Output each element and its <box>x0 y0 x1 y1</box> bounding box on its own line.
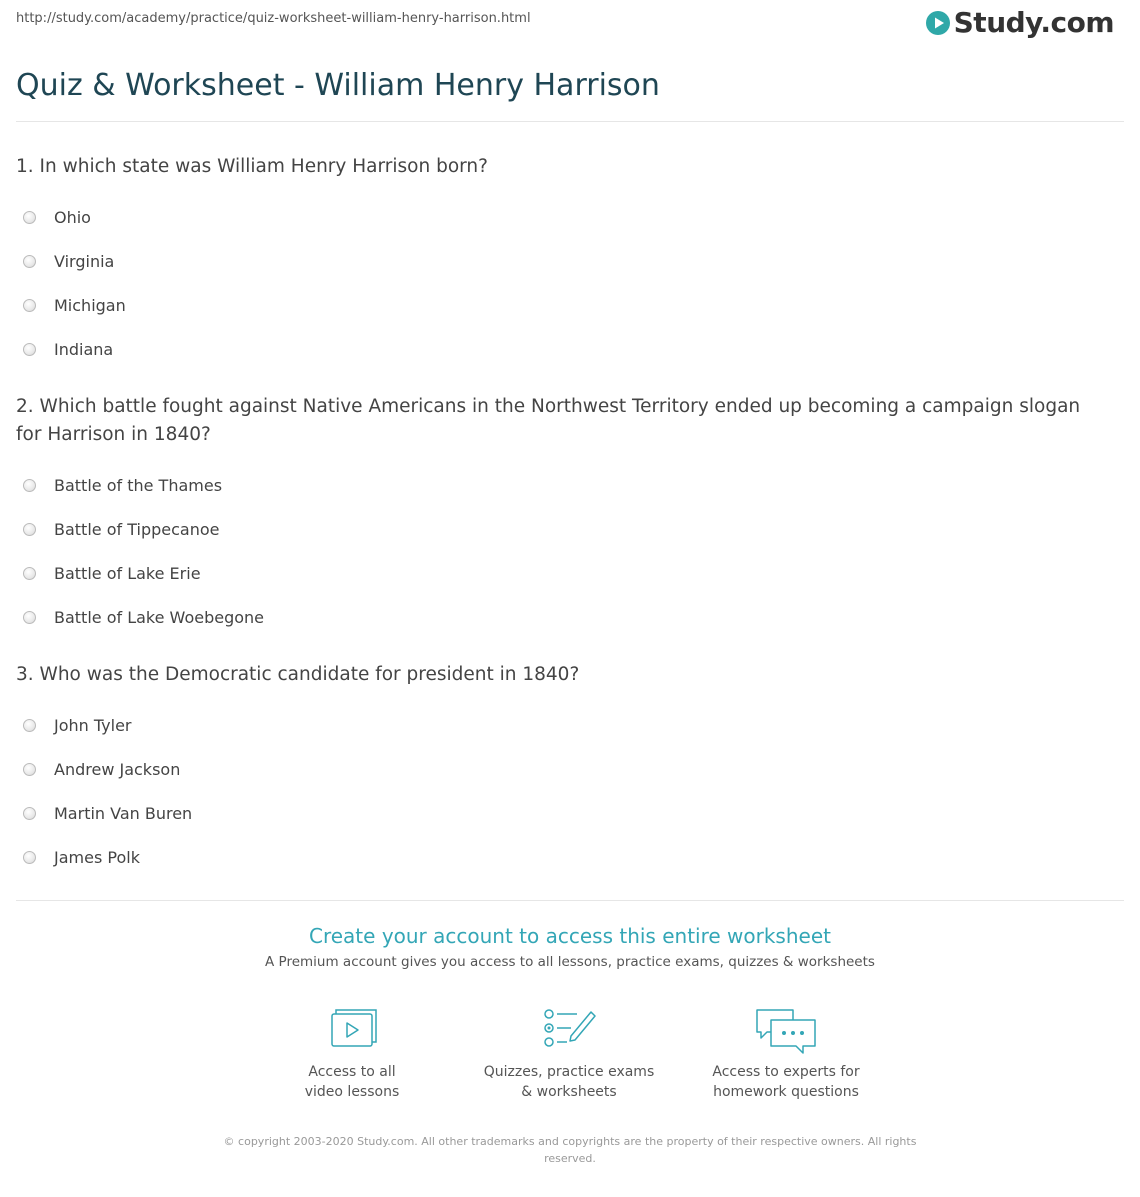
radio-button[interactable] <box>23 763 36 776</box>
answer-option[interactable] <box>16 507 1106 551</box>
feature-line: Quizzes, practice exams <box>483 1064 655 1080</box>
radio-button[interactable] <box>23 343 36 356</box>
radio-button[interactable] <box>23 255 36 268</box>
study-logo[interactable] <box>926 6 1114 39</box>
answer-option[interactable] <box>16 703 1106 747</box>
radio-button[interactable] <box>23 851 36 864</box>
answer-label: John Tyler <box>54 715 132 735</box>
title-divider <box>16 121 1124 122</box>
answer-option[interactable] <box>16 835 1106 879</box>
answer-option[interactable] <box>16 791 1106 835</box>
video-lessons-icon <box>324 1006 380 1052</box>
radio-button[interactable] <box>23 807 36 820</box>
answer-option[interactable] <box>16 595 1106 639</box>
answer-label: Virginia <box>54 251 115 271</box>
answer-option[interactable] <box>16 283 1106 327</box>
page-url: http://study.com/academy/practice/quiz-worksheet-william-henry-harrison.html <box>16 11 531 26</box>
feature-quizzes <box>469 1006 669 1102</box>
answer-label: Indiana <box>54 339 114 359</box>
answer-label: Michigan <box>54 295 126 315</box>
feature-line: Access to all <box>308 1064 396 1080</box>
feature-experts <box>686 1006 886 1102</box>
answer-option[interactable] <box>16 463 1106 507</box>
question-2 <box>16 393 1106 639</box>
cta-subtitle: A Premium account gives you access to all lessons, practice exams, quizzes & worksheets <box>265 954 875 970</box>
question-3 <box>16 661 1106 879</box>
answer-label: James Polk <box>54 847 140 867</box>
quiz-checklist-icon <box>541 1006 597 1052</box>
premium-cta <box>0 924 1140 970</box>
cta-title[interactable]: Create your account to access this entire worksheet <box>309 924 831 948</box>
question-text: 1. In which state was William Henry Harrison born? <box>16 156 488 177</box>
cta-divider <box>16 900 1124 901</box>
radio-button[interactable] <box>23 211 36 224</box>
answer-label: Martin Van Buren <box>54 803 193 823</box>
answer-option[interactable] <box>16 195 1106 239</box>
radio-button[interactable] <box>23 479 36 492</box>
question-text: 2. Which battle fought against Native Americans in the Northwest Territory ended up becoming a campaign slogan for Harrison in 1840? <box>16 396 1081 445</box>
feature-label <box>252 1062 452 1102</box>
answer-label: Battle of Lake Woebegone <box>54 607 264 627</box>
answer-option[interactable] <box>16 327 1106 371</box>
radio-button[interactable] <box>23 299 36 312</box>
feature-line: homework questions <box>713 1084 859 1100</box>
radio-button[interactable] <box>23 611 36 624</box>
question-text: 3. Who was the Democratic candidate for president in 1840? <box>16 664 580 685</box>
page-title: Quiz & Worksheet - William Henry Harrison <box>16 68 660 103</box>
answer-option[interactable] <box>16 551 1106 595</box>
answer-label: Ohio <box>54 207 91 227</box>
radio-button[interactable] <box>23 719 36 732</box>
copyright-text: © copyright 2003-2020 Study.com. All other trademarks and copyrights are the property of their respective owners. All rights reserved. <box>223 1135 917 1165</box>
feature-line: & worksheets <box>521 1084 617 1100</box>
feature-line: Access to experts for <box>712 1064 860 1080</box>
answer-label: Battle of Tippecanoe <box>54 519 220 539</box>
feature-video-lessons <box>252 1006 452 1102</box>
answer-option[interactable] <box>16 239 1106 283</box>
radio-button[interactable] <box>23 567 36 580</box>
answer-label: Andrew Jackson <box>54 759 181 779</box>
radio-button[interactable] <box>23 523 36 536</box>
feature-label <box>686 1062 886 1102</box>
feature-line: video lessons <box>304 1084 400 1100</box>
feature-label <box>469 1062 669 1102</box>
logo-text: Study.com <box>953 6 1114 39</box>
chat-bubbles-icon <box>753 1006 819 1056</box>
answer-label: Battle of the Thames <box>54 475 223 495</box>
answer-option[interactable] <box>16 747 1106 791</box>
answer-label: Battle of Lake Erie <box>54 563 201 583</box>
question-1 <box>16 153 1106 371</box>
play-circle-icon <box>926 11 950 35</box>
